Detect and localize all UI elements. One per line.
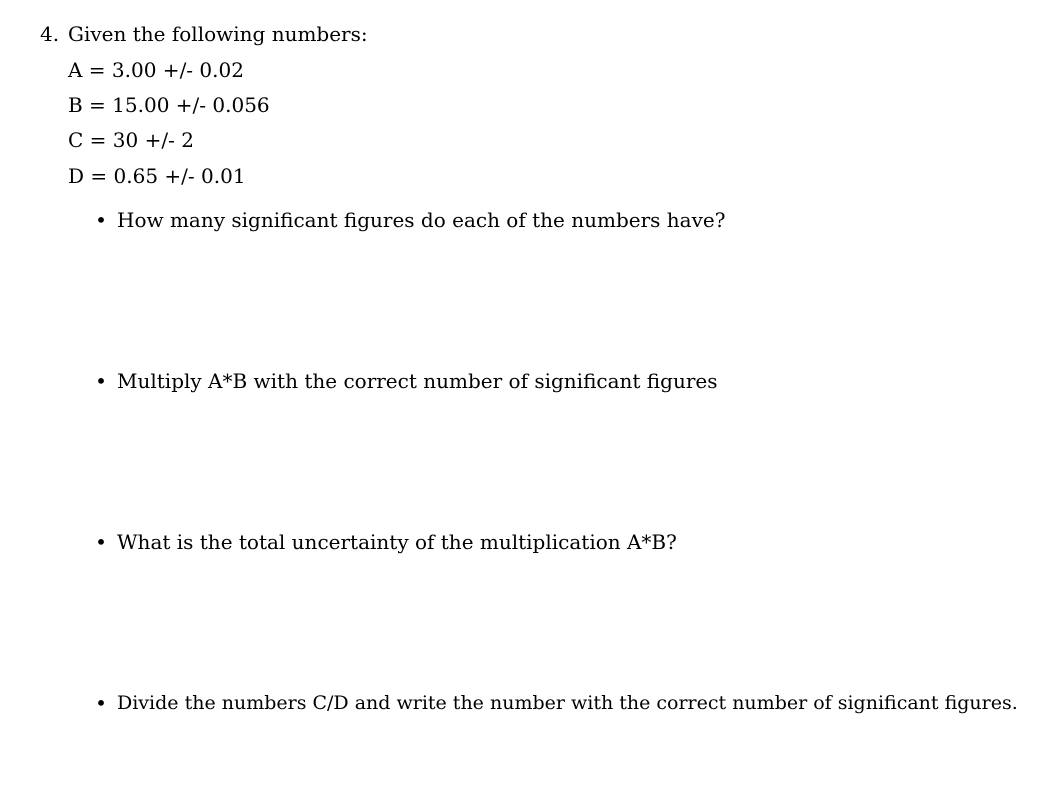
value-c: C = 30 +/- 2 — [68, 128, 194, 152]
subquestion-text: Multiply A*B with the correct number of significant figures — [117, 369, 718, 393]
bullet-icon: • — [95, 530, 107, 554]
value-a: A = 3.00 +/- 0.02 — [68, 58, 244, 82]
subquestion-text: How many significant figures do each of the numbers have? — [117, 208, 726, 232]
bullet-icon: • — [95, 369, 107, 393]
bullet-icon: • — [95, 208, 107, 232]
question-prompt: Given the following numbers: — [68, 22, 368, 46]
subquestion-text: Divide the numbers C/D and write the number with the correct number of significant figures. — [117, 692, 1018, 714]
subquestion-text: What is the total uncertainty of the multiplication A*B? — [117, 530, 677, 554]
question-number: 4. — [40, 22, 60, 46]
bullet-icon: • — [95, 691, 107, 715]
value-b: B = 15.00 +/- 0.056 — [68, 93, 270, 117]
value-d: D = 0.65 +/- 0.01 — [68, 164, 246, 188]
